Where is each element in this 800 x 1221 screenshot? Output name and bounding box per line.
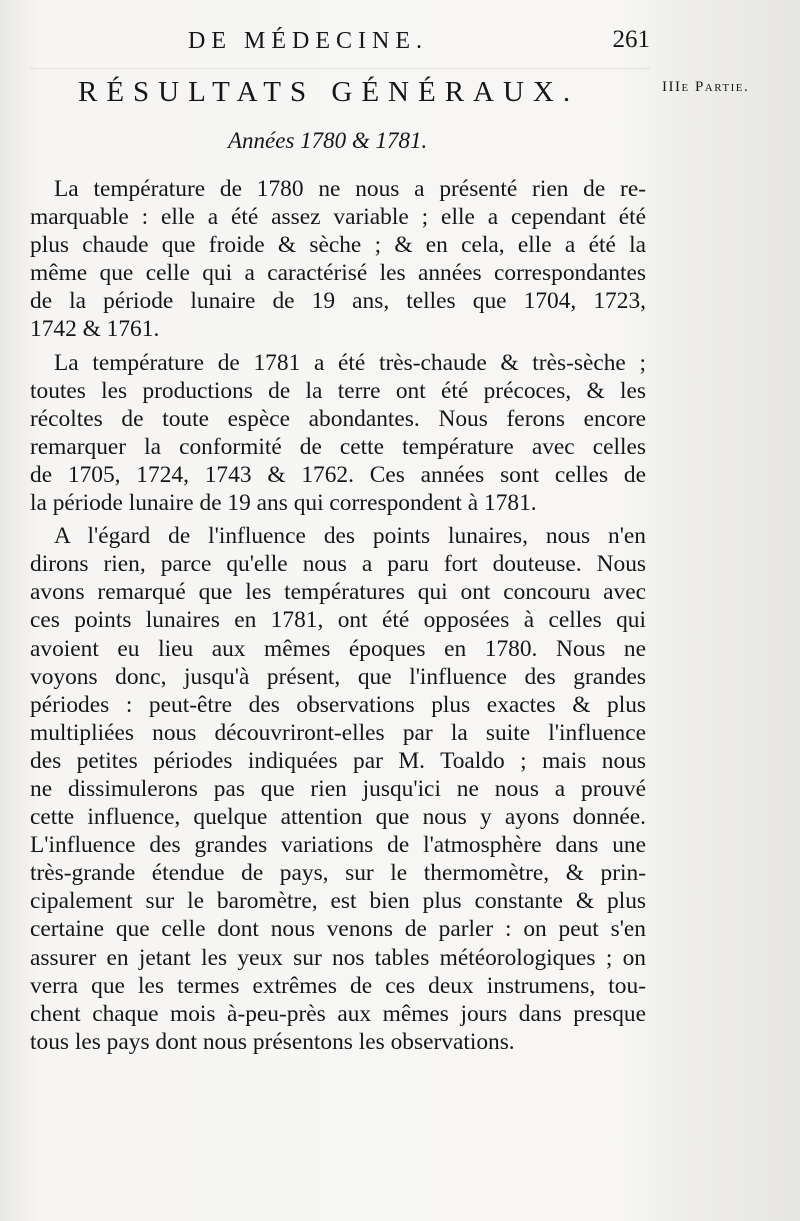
- text-line: dirons rien, parce qu'elle nous a paru fort douteuse. Nous: [30, 551, 646, 578]
- text-line: des petites périodes indiquées par M. Toaldo ; mais nous: [30, 747, 646, 774]
- text-line: avoient eu lieu aux mêmes époques en 1780. Nous ne: [30, 635, 646, 662]
- text-line: chent chaque mois à-peu-près aux mêmes jours dans presque: [30, 1000, 646, 1027]
- running-title: DE MÉDECINE.: [188, 28, 428, 54]
- text-line: remarquer la conformité de cette température avec celles: [30, 433, 646, 460]
- text-line: très-grande étendue de pays, sur le thermomètre, & prin-: [30, 860, 646, 887]
- text-line: La température de 1781 a été très-chaude & très-sèche ;: [54, 349, 646, 376]
- text-line: tous les pays dont nous présentons les observations.: [30, 1028, 515, 1055]
- text-line: verra que les termes extrêmes de ces deux instrumens, tou-: [30, 972, 646, 999]
- text-line: 1742 & 1761.: [30, 316, 160, 343]
- text-line: ces points lunaires en 1781, ont été opposées à celles qui: [30, 607, 646, 634]
- years-subheading: Années 1780 & 1781.: [228, 128, 428, 153]
- paragraph: [30, 522, 646, 1056]
- text-line: de la période lunaire de 19 ans, telles que 1704, 1723,: [30, 288, 646, 315]
- text-line: cette influence, quelque attention que nous y ayons donnée.: [30, 804, 646, 831]
- paragraph: [30, 349, 646, 518]
- text-line: La température de 1780 ne nous a présenté rien de re-: [54, 176, 646, 202]
- text-line: assurer en jetant les yeux sur nos tables météorologiques ; on: [30, 944, 646, 971]
- text-line: même que celle qui a caractérisé les années correspondantes: [30, 260, 646, 287]
- text-line: multipliées nous découvriront-elles par la suite l'influence: [30, 719, 646, 746]
- text-line: avons remarqué que les températures qui ont concouru avec: [30, 579, 646, 606]
- text-line: plus chaude que froide & sèche ; & en cela, elle a été la: [30, 232, 646, 259]
- text-line: récoltes de toute espèce abondantes. Nous ferons encore: [30, 405, 646, 432]
- text-line: ne dissimulerons pas que rien jusqu'ici ne nous a prouvé: [30, 775, 646, 802]
- paragraph: [30, 175, 646, 344]
- text-line: toutes les productions de la terre ont été précoces, & les: [30, 377, 646, 404]
- page-number: 261: [612, 26, 650, 53]
- running-head: [60, 26, 650, 66]
- text-line: la période lunaire de 19 ans qui correspondent à 1781.: [30, 490, 537, 517]
- part-label: IIIe Partie.: [662, 79, 750, 95]
- text-line: voyons donc, jusqu'à présent, que l'influence des grandes: [30, 663, 646, 690]
- text-line: cipalement sur le baromètre, est bien plus constante & plus: [30, 888, 646, 915]
- header-rule: [30, 68, 650, 69]
- text-line: de 1705, 1724, 1743 & 1762. Ces années sont celles de: [30, 461, 646, 488]
- section-title: RÉSULTATS GÉNÉRAUX.: [78, 76, 580, 108]
- text-line: marquable : elle a été assez variable ; elle a cependant été: [30, 204, 646, 231]
- text-line: A l'égard de l'influence des points lunaires, nous n'en: [54, 523, 646, 550]
- text-line: certaine que celle dont nous venons de parler : on peut s'en: [30, 916, 646, 943]
- text-line: périodes : peut-être des observations plus exactes & plus: [30, 691, 646, 718]
- text-line: L'influence des grandes variations de l'atmosphère dans une: [30, 832, 646, 859]
- body-text: [30, 175, 646, 1056]
